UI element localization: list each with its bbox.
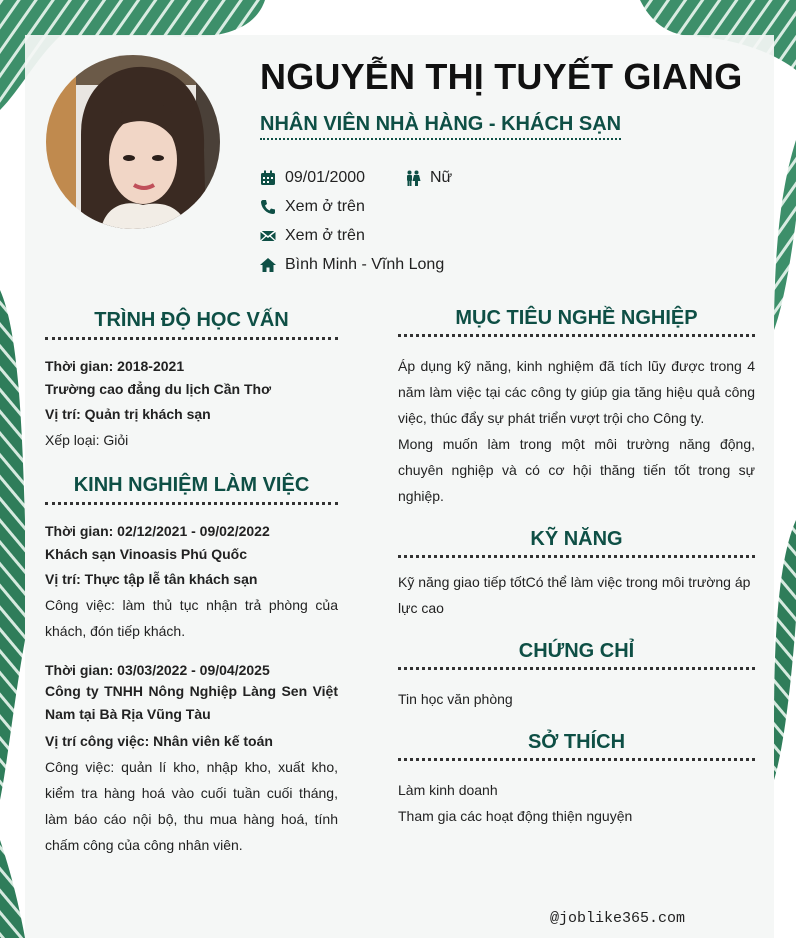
education-heading: TRÌNH ĐỘ HỌC VẤN xyxy=(94,309,289,331)
job-2-time: Thời gian: 03/03/2022 - 09/04/2025 xyxy=(45,662,270,678)
certificates-heading: CHỨNG CHỈ xyxy=(518,640,635,662)
address-row xyxy=(260,256,444,274)
gender-row xyxy=(405,169,452,187)
job-1-description: Công việc: làm thủ tục nhận trả phòng của khách, đón tiếp khách. xyxy=(45,597,338,639)
avatar-photo xyxy=(46,55,220,229)
avatar xyxy=(46,55,220,229)
skills-divider xyxy=(398,555,755,558)
calendar-icon xyxy=(260,170,276,186)
birthday-row xyxy=(260,169,365,187)
job-2-position: Vị trí công việc: Nhân viên kế toán xyxy=(45,733,273,749)
education-grade: Xếp loại: Giỏi xyxy=(45,432,129,448)
gender-value: Nữ xyxy=(430,169,453,186)
email-row xyxy=(260,227,365,245)
hobbies-heading: SỞ THÍCH xyxy=(527,731,626,753)
objective-text-1: Áp dụng kỹ năng, kinh nghiệm đã tích lũy được trong 4 năm làm việc tại các công ty giúp gia tăng hiệu quả công việc, thúc đẩy sự phát triển vượt trội cho Công ty. xyxy=(398,358,755,426)
home-icon xyxy=(260,257,276,273)
footer-watermark: @joblike365.com xyxy=(550,910,686,927)
objective-divider xyxy=(398,334,755,337)
job-1-company: Khách sạn Vinoasis Phú Quốc xyxy=(45,546,248,562)
objective-heading: MỤC TIÊU NGHỀ NGHIỆP xyxy=(455,307,698,329)
objective-text-2: Mong muốn làm trong một môi trường năng động, chuyên nghiệp và có cơ hội thăng tiến tốt trong sự nghiệp. xyxy=(398,436,755,504)
education-time: Thời gian: 2018-2021 xyxy=(45,358,185,374)
gender-icon xyxy=(405,170,421,186)
birthday-value: 09/01/2000 xyxy=(285,169,366,186)
phone-icon xyxy=(260,199,276,215)
mail-icon xyxy=(260,228,276,244)
certificates-divider xyxy=(398,667,755,670)
skills-heading: KỸ NĂNG xyxy=(530,528,623,550)
education-divider xyxy=(45,337,338,340)
job-2-company: Công ty TNHH Nông Nghiệp Làng Sen Việt Nam tại Bà Rịa Vũng Tàu xyxy=(45,683,338,722)
education-school: Trường cao đẳng du lịch Cần Thơ xyxy=(45,381,272,397)
experience-divider xyxy=(45,502,338,505)
phone-value: Xem ở trên xyxy=(285,198,365,215)
phone-row xyxy=(260,198,365,216)
skills-text: Kỹ năng giao tiếp tốtCó thể làm việc trong môi trường áp lực cao xyxy=(398,574,751,616)
hobbies-divider xyxy=(398,758,755,761)
job-2-description: Công việc: quản lí kho, nhập kho, xuất kho, kiểm tra hàng hoá vào cuối tuần cuối tháng, làm báo cáo nội bộ, thu mua hàng hoá, tính chấm công của công nhân viên. xyxy=(45,759,338,853)
job-title: NHÂN VIÊN NHÀ HÀNG - KHÁCH SẠN xyxy=(260,113,621,140)
candidate-name: NGUYỄN THỊ TUYẾT GIANG xyxy=(260,56,743,97)
education-position: Vị trí: Quản trị khách sạn xyxy=(45,406,211,422)
job-1-time: Thời gian: 02/12/2021 - 09/02/2022 xyxy=(45,523,270,539)
certificates-text: Tin học văn phòng xyxy=(398,691,513,707)
experience-heading: KINH NGHIỆM LÀM VIỆC xyxy=(73,474,310,496)
email-value: Xem ở trên xyxy=(285,227,365,244)
address-value: Bình Minh - Vĩnh Long xyxy=(285,256,445,273)
hobby-item: Làm kinh doanh xyxy=(398,782,498,798)
job-1-position: Vị trí: Thực tập lễ tân khách sạn xyxy=(45,571,258,587)
hobby-item: Tham gia các hoạt động thiện nguyện xyxy=(398,808,633,824)
